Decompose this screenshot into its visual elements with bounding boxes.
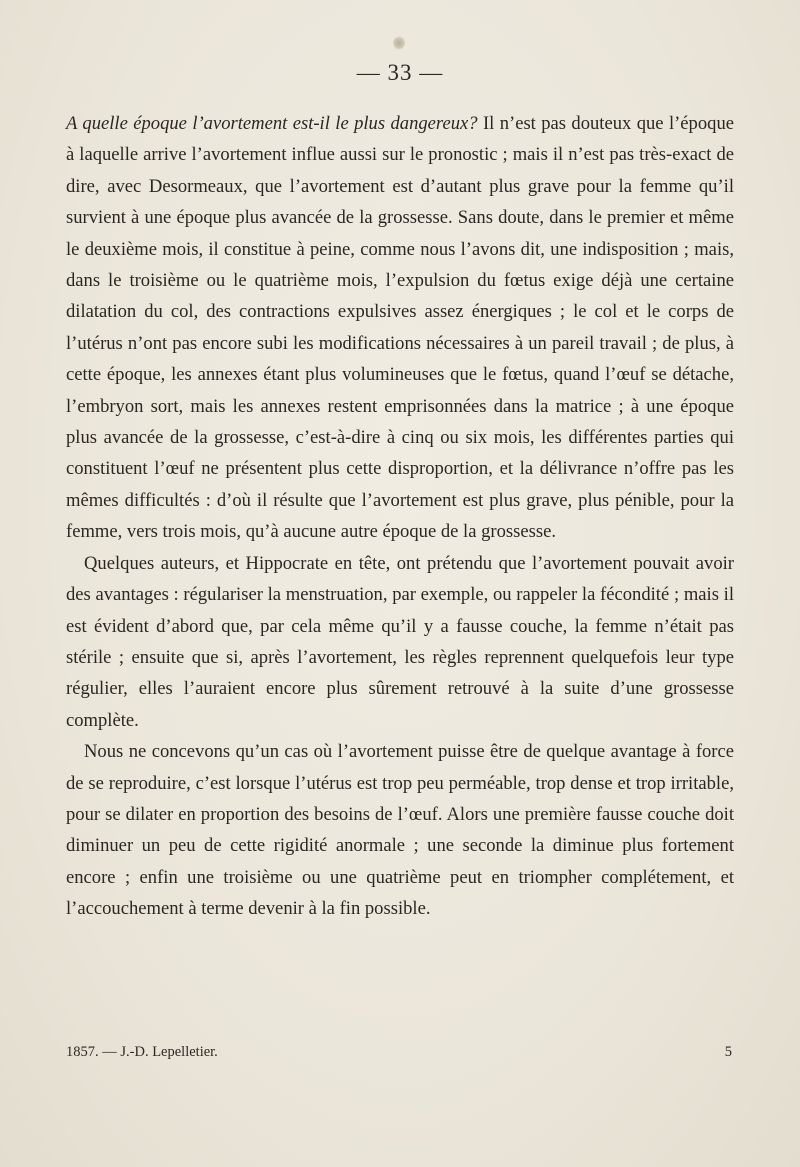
printer-signature: 1857. — J.-D. Lepelletier.: [66, 1044, 218, 1060]
paper-stain: [393, 36, 405, 50]
signature-line: [66, 1044, 734, 1061]
signature-number: 5: [724, 1044, 732, 1060]
page-number: — 33 —: [356, 60, 444, 85]
paragraph-2: Quelques auteurs, et Hippocrate en tête, ont prétendu que l’avortement pouvait avoir des avantages : régulariser la menstruation, par exemple, ou rappeler la fécondité ; mais il est évident d’abord que, par cela même qu’il y a fausse couche, la femme n’était pas stérile ; ensuite que si, après l’avortement, les règles reprennent quelquefois leur type régulier, elles l’auraient encore plus sûrement retrouvé à la suite d’une grossesse complète.: [66, 552, 734, 731]
paragraph-1-text: Il n’est pas douteux que l’époque à laquelle arrive l’avortement influe aussi sur le pronostic ; mais il n’est pas très-exact de dire, avec Desormeaux, que l’avortement est d’autant plus grave pour la femme qu’il survient à une époque plus avancée de la grossesse. Sans doute, dans le premier et même le deuxième mois, il constitue à peine, comme nous l’avons dit, une indisposition ; mais, dans le troisième ou le quatrième mois, l’expulsion du fœtus exige déjà une certaine dilatation du col, des contractions expulsives assez énergiques ; le col et le corps de l’utérus n’ont pas encore subi les modifications nécessaires à un pareil travail ; de plus, à cette époque, les annexes étant plus volumineuses que le fœtus, quand l’œuf se détache, l’embryon sort, mais les annexes restent emprisonnées dans la matrice ; à une époque plus avancée de la grossesse, c’est-à-dire à cinq ou six mois, les différentes parties qui constituent l’œuf ne présentent plus cette disproportion, et la délivrance n’offre pas les mêmes difficultés : d’où il résulte que l’avortement est plus grave, plus pénible, pour la femme, vers trois mois, qu’à aucune autre époque de la grossesse.: [66, 113, 734, 543]
body-text: [66, 108, 734, 925]
paragraph-1-lead: A quelle époque l’avortement est-il le plus dangereux?: [66, 113, 478, 134]
paragraph-3: Nous ne concevons qu’un cas où l’avortement puisse être de quelque avantage à force de se reproduire, c’est lorsque l’utérus est trop peu perméable, trop dense et trop irritable, pour se dilater en proportion des besoins de l’œuf. Alors une première fausse couche doit diminuer un peu de cette rigidité anormale ; une seconde la diminue plus fortement encore ; enfin une troisième ou une quatrième peut en triompher complétement, et l’accouchement à terme devenir à la fin possible.: [66, 741, 734, 920]
paragraph-1: [66, 108, 734, 548]
